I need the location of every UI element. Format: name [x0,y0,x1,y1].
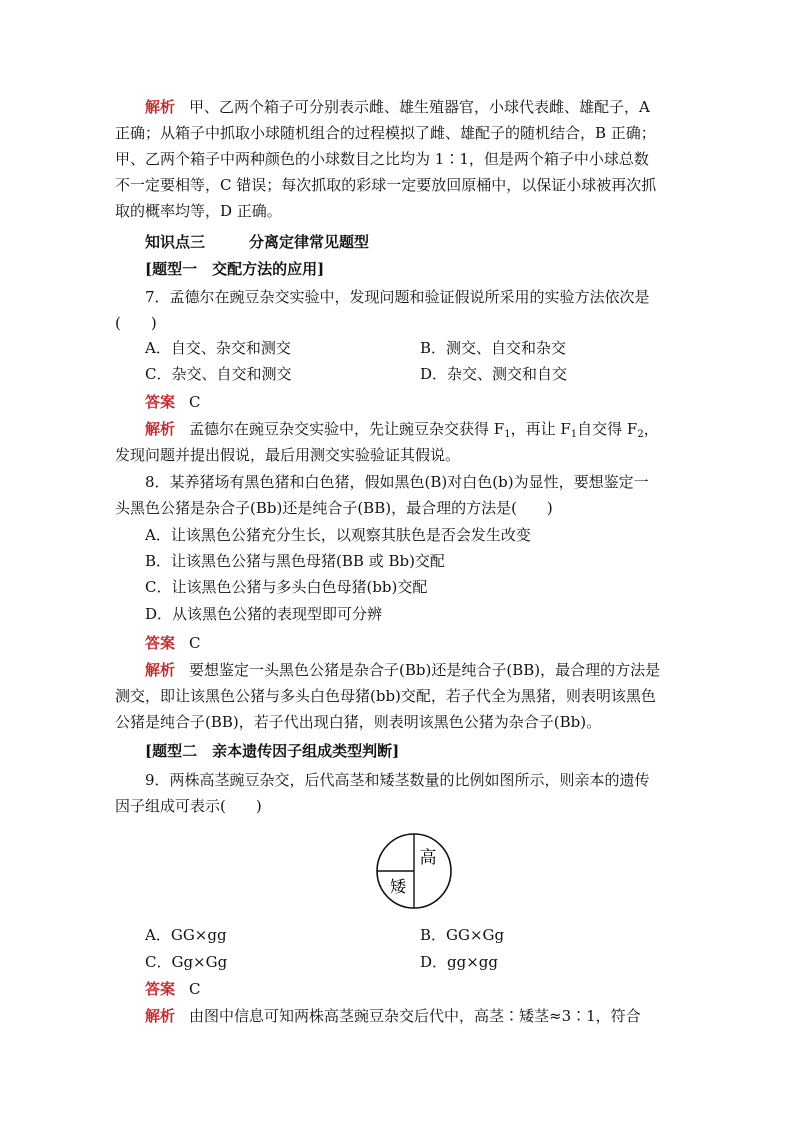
q7-option-b: B．测交、自交和杂交 [420,339,567,357]
type1-title: [题型一 交配方法的应用] [145,260,325,278]
q7-analysis-text: ，再让 F [510,420,571,438]
q9-answer-value: C [189,980,201,998]
q9-option-c: C．Gg×Gg [145,953,228,971]
q6-analysis-line: 正确；从箱子中抓取小球随机组合的过程模拟了雌、雄配子的随机结合，B 正确； [115,124,656,142]
q8-option-a: A．让该黑色公猪充分生长，以观察其肤色是否会发生改变 [145,526,531,544]
q9-stem: 9．两株高茎豌豆杂交，后代高茎和矮茎数量的比例如图所示，则亲本的遗传 [145,771,650,789]
q7-stem: 7．孟德尔在豌豆杂交实验中，发现问题和验证假说所采用的实验方法依次是 [145,288,650,306]
figure-short-label: 矮 [389,877,407,896]
q9-analysis-text: 由图中信息可知两株高茎豌豆杂交后代中，高茎∶矮茎≈3∶1，符合 [189,1007,641,1025]
q7-analysis-text: 自交得 F [577,420,638,438]
q6-analysis-text: 甲、乙两个箱子可分别表示雌、雄生殖器官，小球代表雌、雄配子，A [189,98,650,116]
q9-answer [145,976,710,1002]
subscript: 1 [570,429,578,440]
analysis-label: 解析 [145,420,176,438]
q8-analysis [145,657,710,683]
answer-label: 答案 [145,393,176,411]
q6-analysis-line: 甲、乙两个箱子中两种颜色的小球数目之比均为 1∶1，但是两个箱子中小球总数 [115,150,649,168]
q8-option-b: B．让该黑色公猪与黑色母猪(BB 或 Bb)交配 [145,552,445,570]
subscript: 1 [504,429,511,440]
q8-analysis-line: 公猪是纯合子(BB)，若子代出现白猪，则表明该黑色公猪为杂合子(Bb)。 [115,713,602,731]
q6-analysis-line: 不一定要相等，C 错误；每次抓取的彩球一定要放回原桶中，以保证小球被再次抓 [115,176,657,194]
q6-analysis-line [145,94,710,120]
q8-answer-value: C [189,634,201,652]
q7-answer [145,389,710,415]
q8-stem: 头黑色公猪是杂合子(Bb)还是纯合子(BB)，最合理的方法是( ) [115,499,553,517]
q8-analysis-line: 测交，即让该黑色公猪与多头白色母猪(bb)交配，若子代全为黑猪，则表明该黑色 [115,687,656,705]
q7-option-c: C．杂交、自交和测交 [145,365,292,383]
q7-analysis-line2: 发现问题并提出假说，最后用测交实验验证其假说。 [115,446,461,464]
q8-stem: 8．某养猪场有黑色猪和白色猪，假如黑色(B)对白色(b)为显性，要想鉴定一 [145,473,649,491]
q7-option-d: D．杂交、测交和自交 [420,365,568,383]
type2-title: [题型二 亲本遗传因子组成类型判断] [145,742,400,760]
figure-tall-label: 高 [419,848,437,868]
analysis-label: 解析 [145,1007,176,1025]
q7-answer-value: C [189,393,201,411]
tall-short-ratio-figure [375,832,453,910]
q9-option-d: D．gg×gg [420,953,499,971]
q7-analysis-text: 孟德尔在豌豆杂交实验中，先让豌豆杂交获得 F [189,420,505,438]
q9-analysis [145,1003,710,1029]
q9-option-b: B．GG×Gg [420,926,505,944]
q7-stem-blank: ( ) [115,314,157,332]
analysis-label: 解析 [145,661,176,679]
answer-label: 答案 [145,980,176,998]
subscript: 2 [637,429,644,440]
answer-label: 答案 [145,634,176,652]
q8-option-c: C．让该黑色公猪与多头白色母猪(bb)交配 [145,578,428,596]
q8-answer [145,630,710,656]
knowledge-point-title: 分离定律常见题型 [249,233,370,251]
q6-analysis-line: 取的概率均等，D 正确。 [115,202,282,220]
q7-analysis-text: ， [643,420,659,438]
knowledge-point-label: 知识点三 [145,233,206,251]
knowledge-point-heading [145,229,710,255]
q9-option-a: A．GG×gg [145,926,227,944]
q8-option-d: D．从该黑色公猪的表现型即可分辨 [145,605,383,623]
q7-option-a: A．自交、杂交和测交 [145,339,291,357]
analysis-label: 解析 [145,98,176,116]
q9-stem: 因子组成可表示( ) [115,797,262,815]
q8-analysis-text: 要想鉴定一头黑色公猪是杂合子(Bb)还是纯合子(BB)，最合理的方法是 [189,661,661,679]
